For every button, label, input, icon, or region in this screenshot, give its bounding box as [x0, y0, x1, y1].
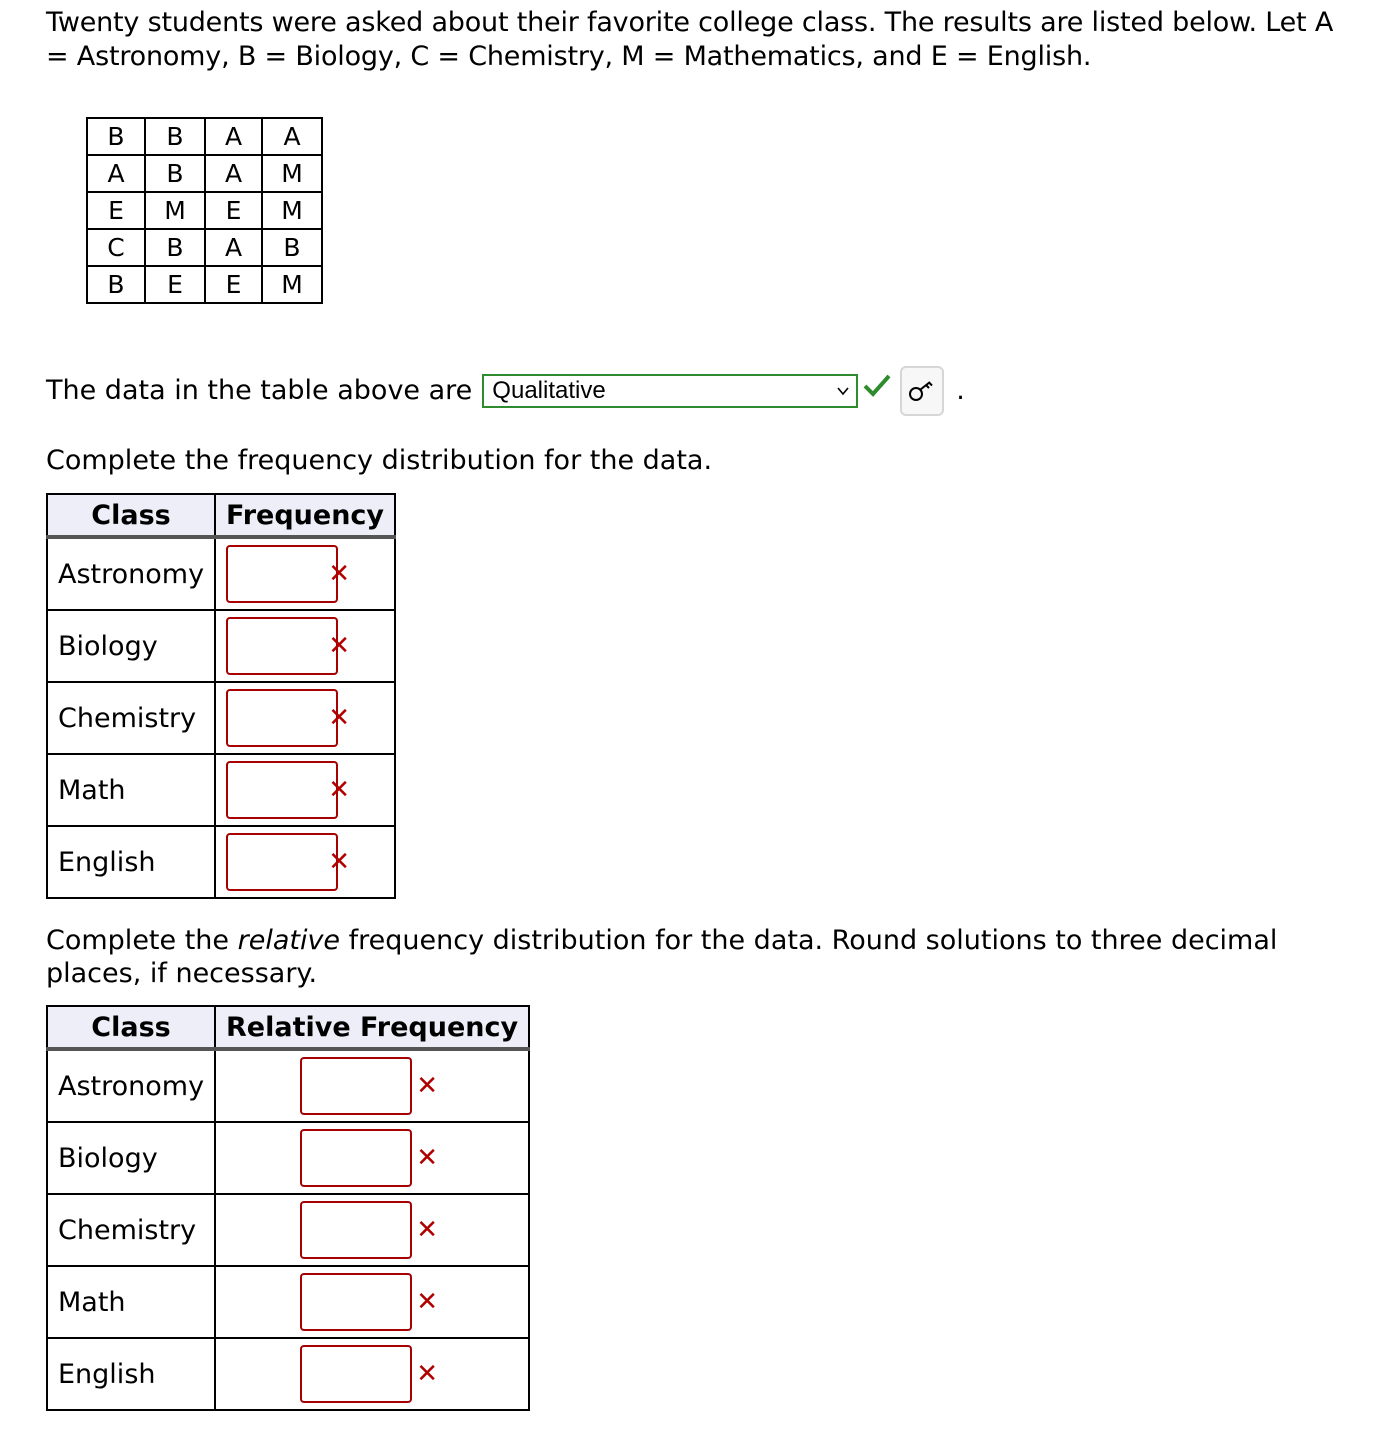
relative-frequency-prompt — [46, 924, 1366, 990]
relative-frequency-table — [46, 1005, 530, 1411]
relative-frequency-input-english[interactable] — [300, 1345, 412, 1403]
incorrect-x-icon: ✕ — [328, 559, 351, 589]
table-header-row — [47, 494, 395, 537]
key-icon — [908, 379, 936, 403]
frequency-input-math[interactable] — [226, 761, 338, 819]
data-cell: A — [205, 118, 262, 155]
class-label: Chemistry — [47, 1194, 215, 1266]
data-cell: B — [87, 266, 145, 303]
chevron-down-icon — [836, 384, 850, 398]
prompt-text: Complete the — [46, 925, 238, 956]
incorrect-x-icon: ✕ — [328, 631, 351, 661]
data-cell: E — [205, 192, 262, 229]
data-cell: B — [262, 229, 322, 266]
frequency-prompt: Complete the frequency distribution for the data. — [46, 445, 713, 476]
class-label: English — [47, 826, 215, 898]
correct-check-icon — [862, 373, 892, 399]
class-label: Biology — [47, 610, 215, 682]
table-row — [47, 537, 395, 610]
data-cell: A — [87, 155, 145, 192]
table-row — [47, 1338, 529, 1410]
incorrect-x-icon: ✕ — [328, 847, 351, 877]
data-row — [87, 118, 322, 155]
problem-statement: Twenty students were asked about their favorite college class. The results are listed below. Let A = Astronomy, B = Biology, C = Chemistry, M = Mathematics, and E = English. — [46, 7, 1334, 72]
data-row — [87, 192, 322, 229]
relative-frequency-input-math[interactable] — [300, 1273, 412, 1331]
relative-frequency-input-astronomy[interactable] — [300, 1057, 412, 1115]
answer-key-button[interactable] — [900, 366, 944, 416]
frequency-table — [46, 493, 396, 899]
prompt-emphasis: relative — [237, 925, 341, 956]
class-header: Class — [47, 1006, 215, 1049]
data-row — [87, 155, 322, 192]
frequency-input-english[interactable] — [226, 833, 338, 891]
table-row — [47, 1194, 529, 1266]
data-cell: E — [87, 192, 145, 229]
prompt-text: frequency distribution for the data. Round solutions to three decimal places, if necessary. — [46, 925, 1278, 989]
relative-frequency-header: Relative Frequency — [215, 1006, 529, 1049]
incorrect-x-icon: ✕ — [416, 1287, 439, 1317]
data-cell: M — [262, 192, 322, 229]
class-header: Class — [47, 494, 215, 537]
data-cell: C — [87, 229, 145, 266]
data-cell: A — [205, 229, 262, 266]
frequency-header: Frequency — [215, 494, 395, 537]
table-row — [47, 610, 395, 682]
frequency-input-biology[interactable] — [226, 617, 338, 675]
data-cell: E — [205, 266, 262, 303]
table-row — [47, 826, 395, 898]
incorrect-x-icon: ✕ — [416, 1143, 439, 1173]
table-header-row — [47, 1006, 529, 1049]
data-row — [87, 229, 322, 266]
frequency-input-astronomy[interactable] — [226, 545, 338, 603]
data-cell: A — [205, 155, 262, 192]
data-cell: E — [145, 266, 205, 303]
incorrect-x-icon: ✕ — [328, 703, 351, 733]
class-label: English — [47, 1338, 215, 1410]
data-type-select[interactable] — [482, 374, 858, 408]
sentence-period: . — [956, 375, 965, 406]
data-type-question — [46, 366, 965, 416]
incorrect-x-icon: ✕ — [416, 1071, 439, 1101]
table-row — [47, 1122, 529, 1194]
relative-frequency-input-chemistry[interactable] — [300, 1201, 412, 1259]
class-label: Chemistry — [47, 682, 215, 754]
class-label: Math — [47, 1266, 215, 1338]
data-cell: B — [145, 155, 205, 192]
raw-data-table — [86, 117, 323, 304]
incorrect-x-icon: ✕ — [416, 1215, 439, 1245]
table-row — [47, 1049, 529, 1122]
data-cell: A — [262, 118, 322, 155]
table-row — [47, 1266, 529, 1338]
data-cell: B — [145, 118, 205, 155]
relative-frequency-input-biology[interactable] — [300, 1129, 412, 1187]
incorrect-x-icon: ✕ — [416, 1359, 439, 1389]
data-type-label: The data in the table above are — [46, 375, 473, 406]
data-row — [87, 266, 322, 303]
table-row — [47, 754, 395, 826]
incorrect-x-icon: ✕ — [328, 775, 351, 805]
data-type-selected-value: Qualitative — [492, 377, 606, 404]
class-label: Astronomy — [47, 537, 215, 610]
class-label: Math — [47, 754, 215, 826]
table-row — [47, 682, 395, 754]
frequency-input-chemistry[interactable] — [226, 689, 338, 747]
class-label: Biology — [47, 1122, 215, 1194]
data-cell: M — [262, 155, 322, 192]
data-cell: B — [145, 229, 205, 266]
data-cell: M — [262, 266, 322, 303]
data-cell: M — [145, 192, 205, 229]
class-label: Astronomy — [47, 1049, 215, 1122]
data-cell: B — [87, 118, 145, 155]
